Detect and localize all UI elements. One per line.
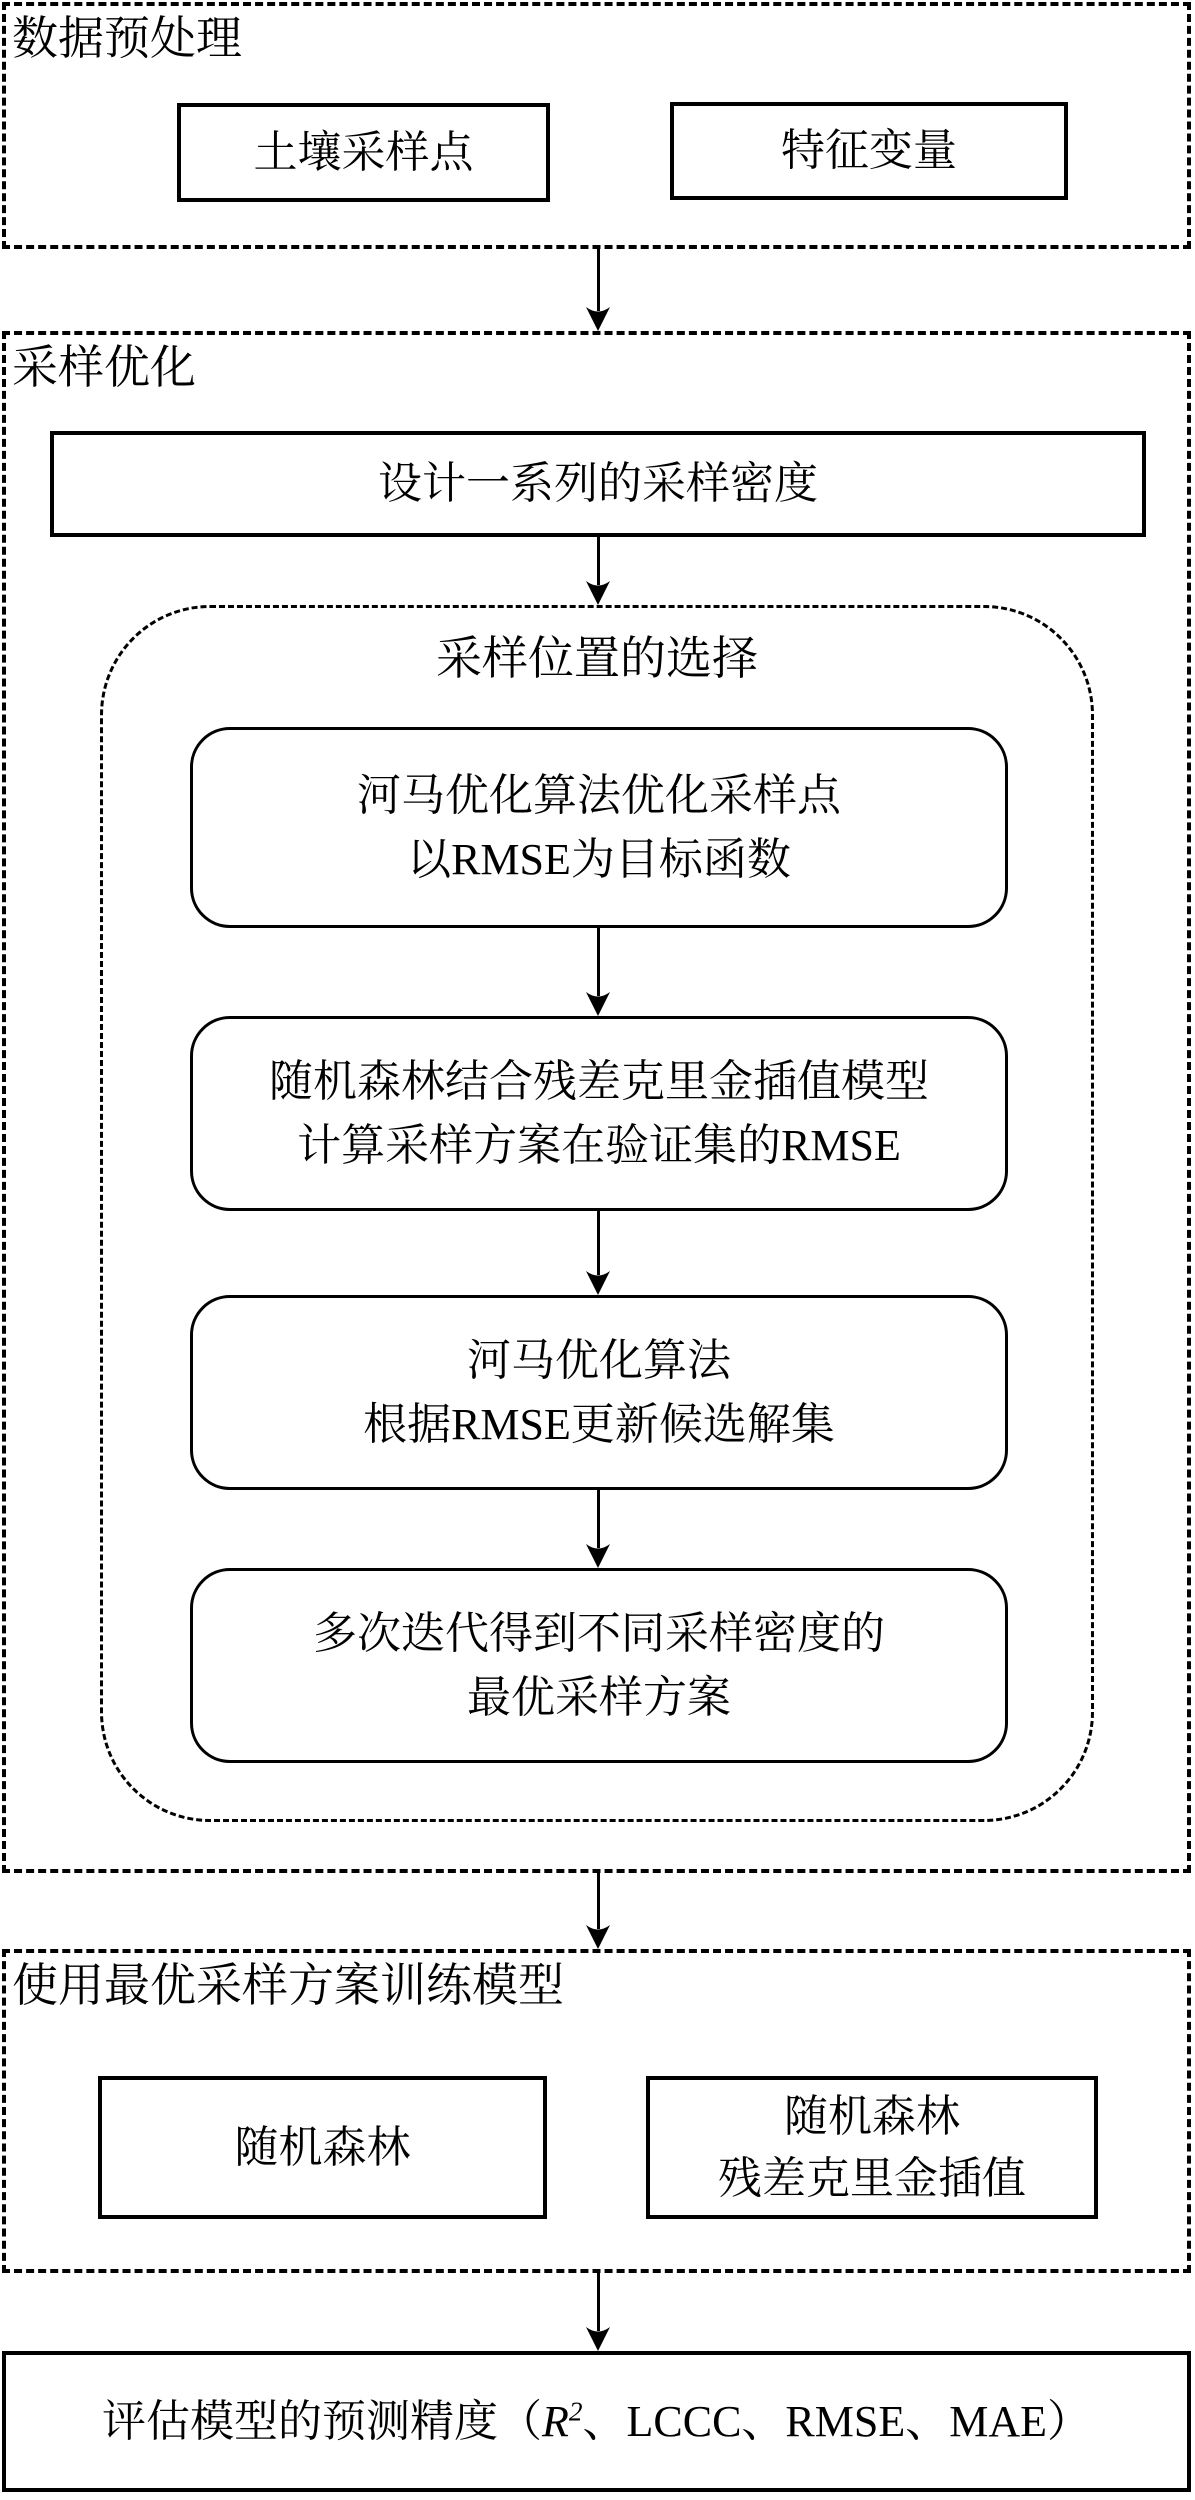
box-feature-variables: [670, 102, 1068, 200]
box-design-sampling-densities: [50, 431, 1146, 537]
section-preprocessing-title: 数据预处理: [12, 13, 242, 64]
step-hippo-optimize-points-line2: 以RMSE为目标函数: [407, 834, 791, 884]
box-rf-residual-kriging-line1: 随机森林: [784, 2091, 960, 2141]
step-hippo-optimize-points: [190, 727, 1008, 928]
arrowhead-icon: [585, 1271, 611, 1295]
step-rf-kriging-rmse-line1: 随机森林结合残差克里金插值模型: [269, 1056, 929, 1106]
box-evaluate-accuracy: [2, 2351, 1191, 2492]
arrowhead-icon: [585, 992, 611, 1016]
section-training-title: 使用最优采样方案训练模型: [12, 1960, 564, 2011]
evaluate-accuracy-post: 、LCCC、RMSE、MAE）: [582, 2396, 1092, 2446]
arrowhead-icon: [585, 581, 611, 605]
step-iterate-optimal-schemes: [190, 1568, 1008, 1763]
container-location-selection-title: 采样位置的选择: [436, 633, 758, 684]
arrowhead-icon: [585, 307, 611, 331]
step-rf-kriging-rmse-line2: 计算采样方案在验证集的RMSE: [297, 1120, 901, 1170]
step-hippo-optimize-points-line1: 河马优化算法优化采样点: [357, 770, 841, 820]
flow-arrow-4: [585, 1211, 611, 1295]
box-rf-residual-kriging: [646, 2076, 1098, 2219]
evaluate-accuracy-r-symbol: R: [541, 2396, 569, 2446]
step-hippo-update-candidates-line1: 河马优化算法: [467, 1335, 731, 1385]
arrowhead-icon: [585, 2327, 611, 2351]
flow-arrow-3: [585, 928, 611, 1016]
evaluate-accuracy-pre: 评估模型的预测精度（: [101, 2396, 542, 2446]
step-rf-kriging-rmse: [190, 1016, 1008, 1211]
box-feature-variables-label: 特征变量: [781, 126, 957, 176]
box-rf-residual-kriging-line2: 残差克里金插值: [718, 2153, 1026, 2203]
flow-arrow-1: [585, 249, 611, 331]
step-hippo-update-candidates: [190, 1295, 1008, 1490]
evaluate-accuracy-text: [102, 2391, 1091, 2453]
box-soil-sampling-points-label: 土壤采样点: [253, 127, 474, 177]
flow-arrow-7: [585, 2273, 611, 2351]
box-design-sampling-densities-label: 设计一系列的采样密度: [378, 459, 818, 509]
flow-arrow-2: [585, 537, 611, 605]
box-random-forest-label: 随机森林: [234, 2122, 411, 2172]
box-random-forest: [98, 2076, 547, 2219]
flow-arrow-6: [585, 1873, 611, 1949]
step-iterate-optimal-schemes-line1: 多次迭代得到不同采样密度的: [313, 1608, 885, 1658]
flow-arrow-5: [585, 1490, 611, 1568]
evaluate-accuracy-r-exponent: 2: [568, 2396, 583, 2427]
step-hippo-update-candidates-line2: 根据RMSE更新候选解集: [363, 1399, 835, 1449]
section-optimization-title: 采样优化: [12, 342, 196, 393]
arrowhead-icon: [585, 1925, 611, 1949]
step-iterate-optimal-schemes-line2: 最优采样方案: [467, 1672, 731, 1722]
box-soil-sampling-points: [177, 103, 550, 202]
arrowhead-icon: [585, 1544, 611, 1568]
